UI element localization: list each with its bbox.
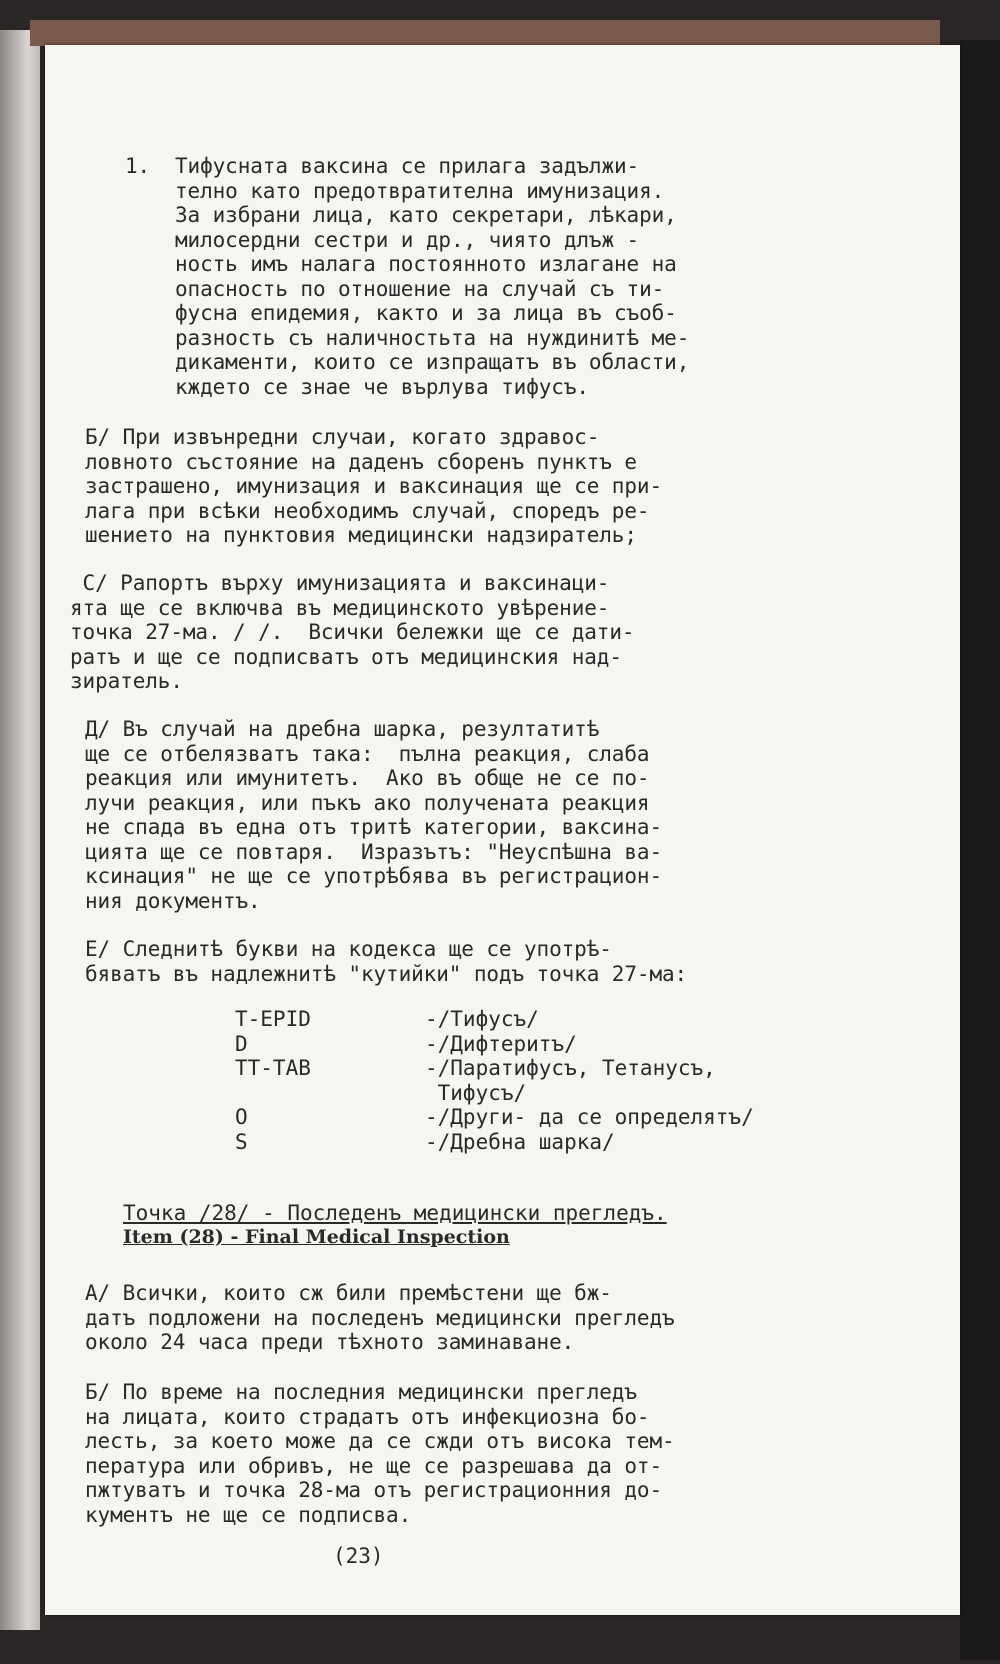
paragraph-a-28: А/ Всички, които сж били премѣстени ще бж- датъ подложени на последенъ медицински прегледъ около 24 часа преди тѣхното заминаване. bbox=[85, 1281, 675, 1354]
paragraph-b: Б/ При извънредни случаи, когато здравос- ловното състояние на даденъ сборенъ пунктъ е застрашено, имунизация и ваксинация ще се при- лага при всѣки необходимъ случай, споредъ ре- шението на пунктовия медицински надзиратель; bbox=[85, 425, 662, 547]
code-description: -/Дребна шарка/ bbox=[425, 1129, 615, 1154]
paragraph-c: С/ Рапортъ върху имунизацията и ваксинаци- ята ще се включва въ медицинското увѣрение- точка 27-ма. / /. Всички бележки ще се дати- ратъ и ще се подписватъ отъ медицинския над- зиратель. bbox=[70, 571, 635, 693]
background-edge bbox=[960, 40, 1000, 1660]
item-1-text: Тифусната ваксина се прилага задължи- телно като предотвратителна имунизация. За избрани лица, като секретари, лѣкари, милосердни сестри и др., чиято длъж - ность имъ налага постоянното излагане на опасность по отношение на случай съ ти- фусна епидемия, както и за лица въ съоб- разность съ наличностьта на нуждинитѣ ме- дикаменти, които се изпращатъ въ области, кждето се знае че върлува тифусъ. bbox=[175, 154, 690, 399]
code-description: -/Дифтеритъ/ bbox=[425, 1031, 577, 1056]
page-number: (23) bbox=[333, 1544, 384, 1568]
code-letter: T-EPID bbox=[235, 1007, 311, 1031]
section-heading-bg: Точка /28/ - Последенъ медицински прегледъ. bbox=[123, 1201, 667, 1225]
code-letter: O bbox=[235, 1105, 248, 1129]
code-letter: D bbox=[235, 1031, 248, 1056]
book-cover-edge bbox=[30, 20, 940, 46]
code-description: -/Тифусъ/ bbox=[425, 1007, 539, 1031]
item-1-number: 1. bbox=[125, 154, 151, 178]
code-description: Тифусъ/ bbox=[425, 1080, 527, 1105]
paragraph-e: Е/ Следнитѣ букви на кодекса ще се употрѣ- бяватъ въ надлежнитѣ "кутийки" подъ точка 27-ма: bbox=[85, 937, 688, 986]
code-letter: TT-TAB bbox=[235, 1056, 311, 1080]
item-1 bbox=[125, 154, 690, 399]
code-description: -/Други- да се определятъ/ bbox=[425, 1105, 754, 1129]
document-page bbox=[45, 45, 960, 1615]
book-binding bbox=[0, 30, 40, 1630]
section-heading-en: Item (28) - Final Medical Inspection bbox=[123, 1226, 510, 1248]
code-description: -/Паратифусъ, Тетанусъ, bbox=[425, 1056, 716, 1080]
code-letter: S bbox=[235, 1129, 248, 1154]
paragraph-d: Д/ Въ случай на дребна шарка, резултатитѣ ще се отбелязватъ така: пълна реакция, слаба реакция или имунитетъ. Ако въ обще не се по- лучи реакция, или пъкъ ако получената реакция не спада въ една отъ тритѣ категории, ваксина- цията ще се повтаря. Изразътъ: "Неуспѣшна ва- ксинация" не ще се употрѣбява въ регистрацион- ния документъ. bbox=[85, 717, 662, 913]
paragraph-b-28: Б/ По време на последния медицински прегледъ на лицата, които страдатъ отъ инфекциозна бо- лесть, за което може да се сжди отъ висока тем- пература или обривъ, не ще се разрешава да от- пжтуватъ и точка 28-ма отъ регистрационния до- кументъ не ще се подписва. bbox=[85, 1380, 675, 1527]
